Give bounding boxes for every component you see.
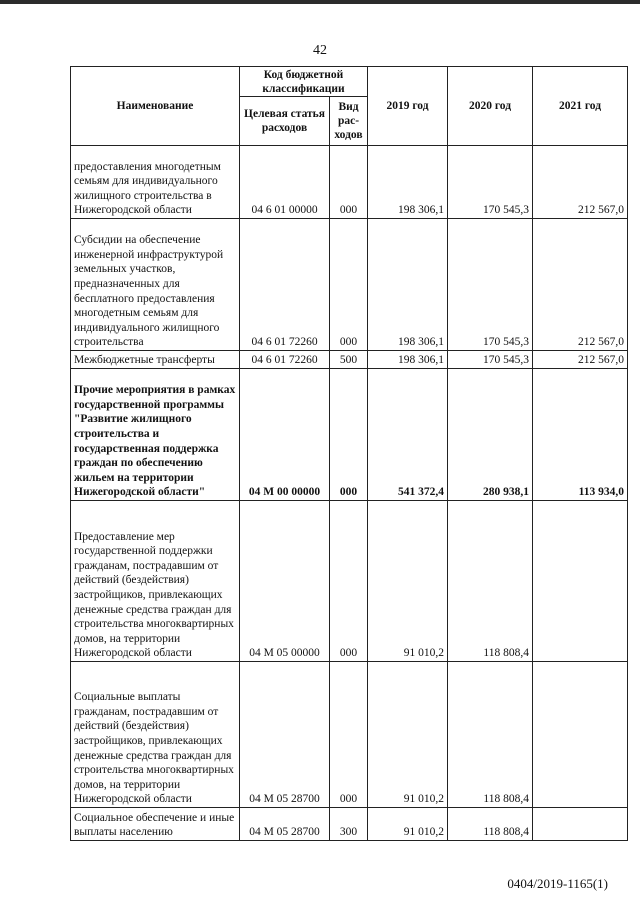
row-vid: 000: [330, 146, 368, 219]
page-number: 42: [313, 43, 327, 58]
document-code: 0404/2019-1165(1): [507, 876, 608, 891]
row-code: 04 М 05 28700: [240, 662, 330, 808]
row-2019: 91 010,2: [368, 501, 448, 662]
row-vid: 000: [330, 501, 368, 662]
row-name: предоставления многодетным семьям для индивидуального жилищного строительства в Нижегородской области: [71, 146, 240, 219]
table-row: [71, 219, 628, 351]
table-row: [71, 351, 628, 369]
row-code: 04 6 01 00000: [240, 146, 330, 219]
header-2020: 2020 год: [448, 67, 533, 146]
budget-table: [70, 66, 628, 841]
row-2019: 541 372,4: [368, 369, 448, 501]
row-vid: 300: [330, 808, 368, 841]
row-name: Предоставление мер государственной поддержки гражданам, пострадавшим от действий (бездействия) застройщиков, привлекающих денежные средства граждан для строительства многоквартирных домов, на территории Нижегородской области: [71, 501, 240, 662]
row-code: 04 6 01 72260: [240, 351, 330, 369]
row-2019: 198 306,1: [368, 219, 448, 351]
row-2020: 118 808,4: [448, 662, 533, 808]
row-vid: 000: [330, 662, 368, 808]
row-code: 04 М 05 00000: [240, 501, 330, 662]
top-scan-edge: [0, 0, 640, 4]
header-vid: Вид рас-ходов: [330, 97, 368, 146]
row-name: Социальные выплаты гражданам, пострадавшим от действий (бездействия) застройщиков, привлекающих денежные средства граждан для строительства многоквартирных домов, на территории Нижегородской области: [71, 662, 240, 808]
row-2019: 198 306,1: [368, 351, 448, 369]
row-2020: 118 808,4: [448, 808, 533, 841]
row-code: 04 6 01 72260: [240, 219, 330, 351]
row-name: Межбюджетные трансферты: [71, 351, 240, 369]
table-row: [71, 146, 628, 219]
row-2020: 170 545,3: [448, 146, 533, 219]
row-vid: 500: [330, 351, 368, 369]
row-vid: 000: [330, 219, 368, 351]
row-2019: 198 306,1: [368, 146, 448, 219]
row-2021: [533, 501, 628, 662]
header-name: Наименование: [71, 67, 240, 146]
row-code: 04 М 00 00000: [240, 369, 330, 501]
header-code-group: Код бюджетной классификации: [240, 67, 368, 97]
row-2020: 170 545,3: [448, 219, 533, 351]
row-2021: [533, 662, 628, 808]
table-row: [71, 501, 628, 662]
table-row: [71, 662, 628, 808]
row-2020: 118 808,4: [448, 501, 533, 662]
row-2020: 170 545,3: [448, 351, 533, 369]
header-2019: 2019 год: [368, 67, 448, 146]
row-2021: 212 567,0: [533, 219, 628, 351]
row-2019: 91 010,2: [368, 808, 448, 841]
row-name: Субсидии на обеспечение инженерной инфраструктурой земельных участков, предназначенных для бесплатного предоставления многодетным семьям для индивидуального жилищного строительства: [71, 219, 240, 351]
header-2021: 2021 год: [533, 67, 628, 146]
row-2019: 91 010,2: [368, 662, 448, 808]
row-code: 04 М 05 28700: [240, 808, 330, 841]
header-target: Целевая статья расходов: [240, 97, 330, 146]
row-2020: 280 938,1: [448, 369, 533, 501]
row-name: Социальное обеспечение и иные выплаты населению: [71, 808, 240, 841]
row-2021: 212 567,0: [533, 351, 628, 369]
row-2021: 113 934,0: [533, 369, 628, 501]
row-2021: [533, 808, 628, 841]
row-name: Прочие мероприятия в рамках государственной программы "Развитие жилищного строительства и государственная поддержка граждан по обеспечению жильем на территории Нижегородской области": [71, 369, 240, 501]
row-vid: 000: [330, 369, 368, 501]
table-row: [71, 369, 628, 501]
table-row: [71, 808, 628, 841]
row-2021: 212 567,0: [533, 146, 628, 219]
